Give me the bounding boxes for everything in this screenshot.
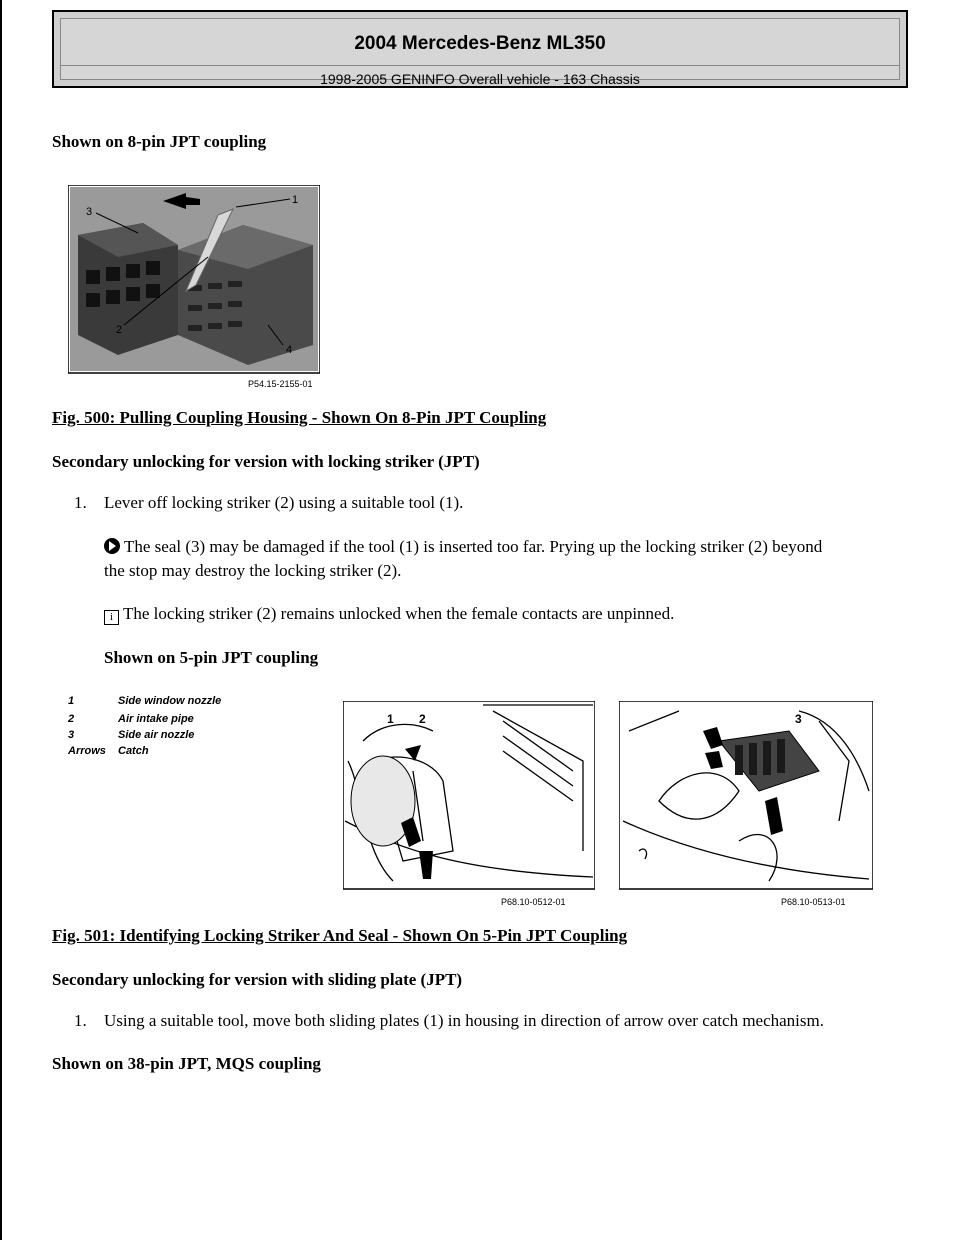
header-title: 2004 Mercedes-Benz ML350	[354, 33, 606, 54]
legend-text-3: Side air nozzle	[118, 729, 195, 741]
note-text: The locking striker (2) remains unlocked when the female contacts are unpinned.	[123, 604, 675, 623]
caution-line-1	[104, 537, 822, 557]
step-2-text: Using a suitable tool, move both sliding plates (1) in housing in direction of arrow over catch mechanism.	[104, 1011, 824, 1030]
step-1-text: Lever off locking striker (2) using a suitable tool (1).	[104, 493, 464, 512]
section-heading-sliding-plate: Secondary unlocking for version with sliding plate (JPT)	[52, 970, 463, 989]
legend-text-2: Air intake pipe	[118, 713, 194, 725]
figure-500-label-2: 2	[116, 324, 123, 336]
figure-500-label-3: 3	[86, 206, 93, 218]
caution-text-1: The seal (3) may be damaged if the tool (1) is inserted too far. Prying up the locking striker (2) beyond	[124, 537, 823, 556]
figure-501-left-label-2: 2	[419, 712, 426, 726]
legend-num-3: 3	[68, 729, 75, 741]
legend-text-catch: Catch	[118, 745, 149, 757]
caution-text-2: the stop may destroy the locking striker (2).	[104, 561, 402, 580]
figure-500-image	[68, 185, 320, 391]
section-heading-5pin: Shown on 5-pin JPT coupling	[104, 648, 319, 667]
figure-501-caption: Fig. 501: Identifying Locking Striker And Seal - Shown On 5-Pin JPT Coupling	[52, 926, 628, 945]
figure-501-left-label-1: 1	[387, 712, 394, 726]
header-subtitle: 1998-2005 GENINFO Overall vehicle - 163 Chassis	[320, 71, 640, 87]
note-line	[104, 604, 674, 625]
figure-501-right-label-3: 3	[795, 712, 802, 726]
legend-num-2: 2	[68, 713, 75, 725]
note-icon: i	[104, 610, 119, 625]
figure-501-left-image	[343, 701, 595, 911]
legend-num-arrows: Arrows	[68, 745, 106, 757]
header-divider	[61, 65, 899, 66]
section-heading-locking-striker: Secondary unlocking for version with locking striker (JPT)	[52, 452, 480, 471]
figure-500-label-1: 1	[292, 194, 299, 206]
section-heading-38pin: Shown on 38-pin JPT, MQS coupling	[52, 1054, 321, 1073]
header-panel	[60, 18, 900, 87]
figure-501-right-code: P68.10-0513-01	[781, 897, 846, 907]
caution-icon	[104, 538, 120, 554]
figure-501-right-image	[619, 701, 873, 911]
step-2-number: 1.	[74, 1011, 87, 1030]
figure-500-label-4: 4	[286, 344, 293, 356]
page-header	[52, 10, 908, 88]
section-heading-8pin: Shown on 8-pin JPT coupling	[52, 132, 267, 151]
figure-500-code: P54.15-2155-01	[248, 379, 313, 389]
figure-501-left-code: P68.10-0512-01	[501, 897, 566, 907]
legend-num-1: 1	[68, 695, 75, 707]
figure-500-caption: Fig. 500: Pulling Coupling Housing - Shown On 8-Pin JPT Coupling	[52, 408, 547, 427]
legend-text-1: Side window nozzle	[118, 695, 222, 707]
step-1-number: 1.	[74, 493, 87, 512]
